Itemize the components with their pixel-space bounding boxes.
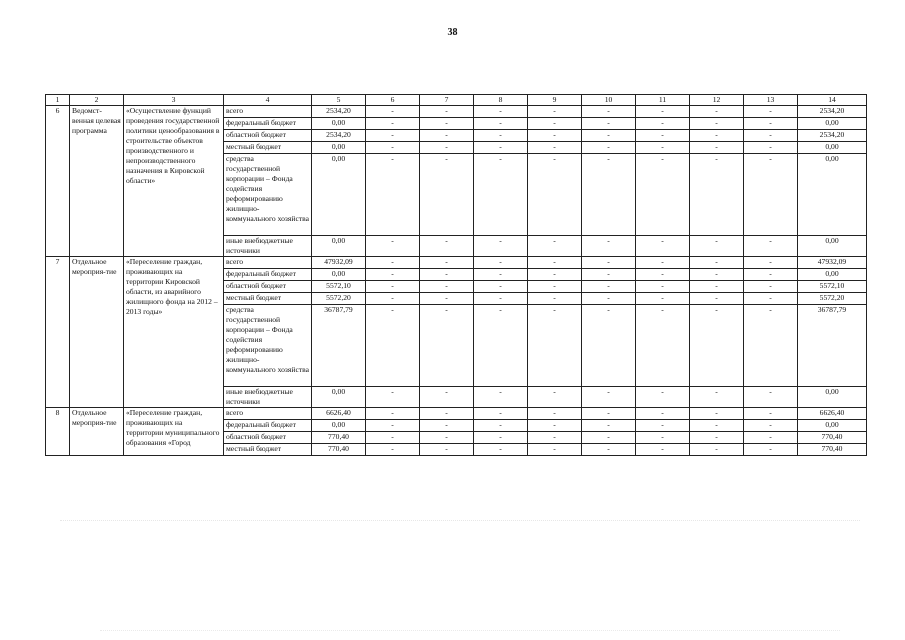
value-col-9: -: [528, 154, 582, 236]
value-col-9: -: [528, 118, 582, 130]
value-col-9: -: [528, 420, 582, 432]
column-header: 10: [582, 95, 636, 106]
value-col-8: -: [474, 106, 528, 118]
program-type: Ведомст-венная целевая программа: [70, 106, 124, 257]
value-col-7: -: [420, 130, 474, 142]
value-col-9: -: [528, 444, 582, 456]
value-col-12: -: [690, 281, 744, 293]
column-header: 13: [744, 95, 798, 106]
funding-source: всего: [224, 106, 312, 118]
column-header: 9: [528, 95, 582, 106]
value-col-5: 2534,20: [312, 130, 366, 142]
value-col-12: -: [690, 269, 744, 281]
value-col-12: -: [690, 293, 744, 305]
value-col-12: -: [690, 387, 744, 408]
value-col-8: -: [474, 444, 528, 456]
value-col-11: -: [636, 257, 690, 269]
value-col-8: -: [474, 236, 528, 257]
value-col-7: -: [420, 269, 474, 281]
value-col-14: 6626,40: [798, 408, 867, 420]
value-col-13: -: [744, 142, 798, 154]
value-col-5: 0,00: [312, 154, 366, 236]
value-col-12: -: [690, 142, 744, 154]
funding-source: областной бюджет: [224, 281, 312, 293]
value-col-13: -: [744, 236, 798, 257]
value-col-10: -: [582, 420, 636, 432]
value-col-14: 5572,20: [798, 293, 867, 305]
value-col-5: 6626,40: [312, 408, 366, 420]
value-col-10: -: [582, 408, 636, 420]
column-header: 8: [474, 95, 528, 106]
value-col-5: 5572,20: [312, 293, 366, 305]
value-col-6: -: [366, 269, 420, 281]
value-col-7: -: [420, 106, 474, 118]
value-col-5: 0,00: [312, 118, 366, 130]
value-col-13: -: [744, 420, 798, 432]
table-row: [46, 106, 867, 118]
program-name: «Осуществление функций проведения государственной политики ценообразования в строительстве объектов производственного и непроизводственного назначения в Кировской области»: [124, 106, 224, 257]
value-col-8: -: [474, 293, 528, 305]
value-col-14: 2534,20: [798, 106, 867, 118]
column-header: 4: [224, 95, 312, 106]
funding-source: средства государственной корпорации – Фонда содействия реформированию жилищно-коммунального хозяйства: [224, 305, 312, 387]
funding-source: иные внебюджетные источники: [224, 387, 312, 408]
value-col-7: -: [420, 408, 474, 420]
value-col-14: 0,00: [798, 142, 867, 154]
value-col-6: -: [366, 387, 420, 408]
value-col-7: -: [420, 387, 474, 408]
value-col-8: -: [474, 118, 528, 130]
value-col-14: 0,00: [798, 118, 867, 130]
page-number: 38: [447, 27, 458, 38]
value-col-13: -: [744, 269, 798, 281]
column-header: 14: [798, 95, 867, 106]
value-col-8: -: [474, 420, 528, 432]
value-col-7: -: [420, 432, 474, 444]
value-col-6: -: [366, 408, 420, 420]
value-col-12: -: [690, 420, 744, 432]
value-col-9: -: [528, 257, 582, 269]
value-col-12: -: [690, 257, 744, 269]
value-col-6: -: [366, 444, 420, 456]
value-col-6: -: [366, 293, 420, 305]
value-col-6: -: [366, 118, 420, 130]
value-col-11: -: [636, 106, 690, 118]
value-col-13: -: [744, 408, 798, 420]
row-number: 7: [46, 257, 70, 408]
value-col-9: -: [528, 130, 582, 142]
value-col-11: -: [636, 281, 690, 293]
value-col-10: -: [582, 118, 636, 130]
value-col-7: -: [420, 281, 474, 293]
value-col-12: -: [690, 154, 744, 236]
value-col-13: -: [744, 118, 798, 130]
value-col-8: -: [474, 281, 528, 293]
column-header: 3: [124, 95, 224, 106]
value-col-11: -: [636, 432, 690, 444]
value-col-11: -: [636, 118, 690, 130]
value-col-9: -: [528, 142, 582, 154]
value-col-10: -: [582, 106, 636, 118]
value-col-10: -: [582, 130, 636, 142]
value-col-6: -: [366, 130, 420, 142]
value-col-9: -: [528, 281, 582, 293]
value-col-11: -: [636, 293, 690, 305]
value-col-14: 2534,20: [798, 130, 867, 142]
table-row: [46, 408, 867, 420]
program-type: Отдельное мероприя-тие: [70, 408, 124, 456]
value-col-10: -: [582, 269, 636, 281]
funding-source: областной бюджет: [224, 432, 312, 444]
value-col-8: -: [474, 387, 528, 408]
program-name: «Переселение граждан, проживающих на территории муниципального образования «Город: [124, 408, 224, 456]
value-col-12: -: [690, 305, 744, 387]
funding-source: иные внебюджетные источники: [224, 236, 312, 257]
value-col-6: -: [366, 142, 420, 154]
value-col-13: -: [744, 293, 798, 305]
value-col-10: -: [582, 305, 636, 387]
value-col-14: 0,00: [798, 420, 867, 432]
value-col-10: -: [582, 444, 636, 456]
row-number: 8: [46, 408, 70, 456]
value-col-11: -: [636, 236, 690, 257]
scan-artifact: [60, 520, 860, 521]
value-col-5: 0,00: [312, 142, 366, 154]
value-col-9: -: [528, 236, 582, 257]
funding-source: всего: [224, 408, 312, 420]
header-row: [46, 95, 867, 106]
value-col-10: -: [582, 387, 636, 408]
value-col-6: -: [366, 281, 420, 293]
value-col-8: -: [474, 130, 528, 142]
value-col-11: -: [636, 130, 690, 142]
value-col-11: -: [636, 305, 690, 387]
value-col-10: -: [582, 293, 636, 305]
value-col-7: -: [420, 142, 474, 154]
value-col-5: 0,00: [312, 269, 366, 281]
value-col-6: -: [366, 154, 420, 236]
column-header: 6: [366, 95, 420, 106]
funding-source: местный бюджет: [224, 444, 312, 456]
funding-source: федеральный бюджет: [224, 269, 312, 281]
value-col-5: 0,00: [312, 420, 366, 432]
value-col-8: -: [474, 142, 528, 154]
value-col-13: -: [744, 432, 798, 444]
value-col-6: -: [366, 432, 420, 444]
value-col-8: -: [474, 432, 528, 444]
value-col-11: -: [636, 269, 690, 281]
value-col-11: -: [636, 408, 690, 420]
value-col-12: -: [690, 106, 744, 118]
value-col-14: 5572,10: [798, 281, 867, 293]
value-col-8: -: [474, 305, 528, 387]
value-col-12: -: [690, 118, 744, 130]
value-col-13: -: [744, 387, 798, 408]
value-col-11: -: [636, 420, 690, 432]
table-row: [46, 257, 867, 269]
value-col-6: -: [366, 420, 420, 432]
value-col-13: -: [744, 106, 798, 118]
funding-source: местный бюджет: [224, 293, 312, 305]
value-col-12: -: [690, 408, 744, 420]
value-col-9: -: [528, 269, 582, 281]
value-col-11: -: [636, 444, 690, 456]
funding-source: местный бюджет: [224, 142, 312, 154]
value-col-10: -: [582, 154, 636, 236]
value-col-6: -: [366, 236, 420, 257]
value-col-10: -: [582, 432, 636, 444]
value-col-8: -: [474, 154, 528, 236]
value-col-6: -: [366, 257, 420, 269]
budget-table: [45, 94, 867, 456]
value-col-9: -: [528, 106, 582, 118]
value-col-9: -: [528, 408, 582, 420]
value-col-10: -: [582, 236, 636, 257]
value-col-6: -: [366, 106, 420, 118]
value-col-12: -: [690, 444, 744, 456]
value-col-9: -: [528, 387, 582, 408]
value-col-12: -: [690, 236, 744, 257]
program-type: Отдельное мероприя-тие: [70, 257, 124, 408]
value-col-14: 0,00: [798, 236, 867, 257]
column-header: 5: [312, 95, 366, 106]
value-col-10: -: [582, 142, 636, 154]
value-col-14: 770,40: [798, 432, 867, 444]
value-col-7: -: [420, 236, 474, 257]
value-col-5: 770,40: [312, 444, 366, 456]
value-col-7: -: [420, 118, 474, 130]
value-col-8: -: [474, 408, 528, 420]
value-col-11: -: [636, 142, 690, 154]
value-col-11: -: [636, 154, 690, 236]
funding-source: всего: [224, 257, 312, 269]
value-col-8: -: [474, 257, 528, 269]
value-col-5: 36787,79: [312, 305, 366, 387]
column-header: 11: [636, 95, 690, 106]
value-col-7: -: [420, 444, 474, 456]
column-header: 12: [690, 95, 744, 106]
funding-source: средства государственной корпорации – Фонда содействия реформированию жилищно-коммунального хозяйства: [224, 154, 312, 236]
value-col-13: -: [744, 130, 798, 142]
value-col-5: 5572,10: [312, 281, 366, 293]
column-header: 7: [420, 95, 474, 106]
table-body: [46, 106, 867, 456]
row-number: 6: [46, 106, 70, 257]
value-col-13: -: [744, 305, 798, 387]
funding-source: федеральный бюджет: [224, 420, 312, 432]
value-col-12: -: [690, 432, 744, 444]
value-col-7: -: [420, 420, 474, 432]
scan-artifact: [100, 630, 840, 631]
value-col-12: -: [690, 130, 744, 142]
value-col-13: -: [744, 281, 798, 293]
value-col-13: -: [744, 257, 798, 269]
column-header: 1: [46, 95, 70, 106]
value-col-5: 47932,09: [312, 257, 366, 269]
value-col-14: 0,00: [798, 154, 867, 236]
column-header: 2: [70, 95, 124, 106]
value-col-14: 770,40: [798, 444, 867, 456]
value-col-7: -: [420, 305, 474, 387]
value-col-7: -: [420, 257, 474, 269]
value-col-6: -: [366, 305, 420, 387]
value-col-14: 0,00: [798, 269, 867, 281]
value-col-8: -: [474, 269, 528, 281]
value-col-5: 770,40: [312, 432, 366, 444]
value-col-13: -: [744, 444, 798, 456]
value-col-5: 0,00: [312, 387, 366, 408]
value-col-11: -: [636, 387, 690, 408]
value-col-14: 0,00: [798, 387, 867, 408]
value-col-10: -: [582, 257, 636, 269]
value-col-13: -: [744, 154, 798, 236]
value-col-7: -: [420, 154, 474, 236]
funding-source: федеральный бюджет: [224, 118, 312, 130]
value-col-5: 0,00: [312, 236, 366, 257]
value-col-7: -: [420, 293, 474, 305]
value-col-14: 36787,79: [798, 305, 867, 387]
value-col-14: 47932,09: [798, 257, 867, 269]
value-col-9: -: [528, 432, 582, 444]
value-col-10: -: [582, 281, 636, 293]
value-col-9: -: [528, 305, 582, 387]
value-col-5: 2534,20: [312, 106, 366, 118]
value-col-9: -: [528, 293, 582, 305]
program-name: «Переселение граждан, проживающих на территории Кировской области, из аварийного жилищного фонда на 2012 – 2013 годы»: [124, 257, 224, 408]
funding-source: областной бюджет: [224, 130, 312, 142]
